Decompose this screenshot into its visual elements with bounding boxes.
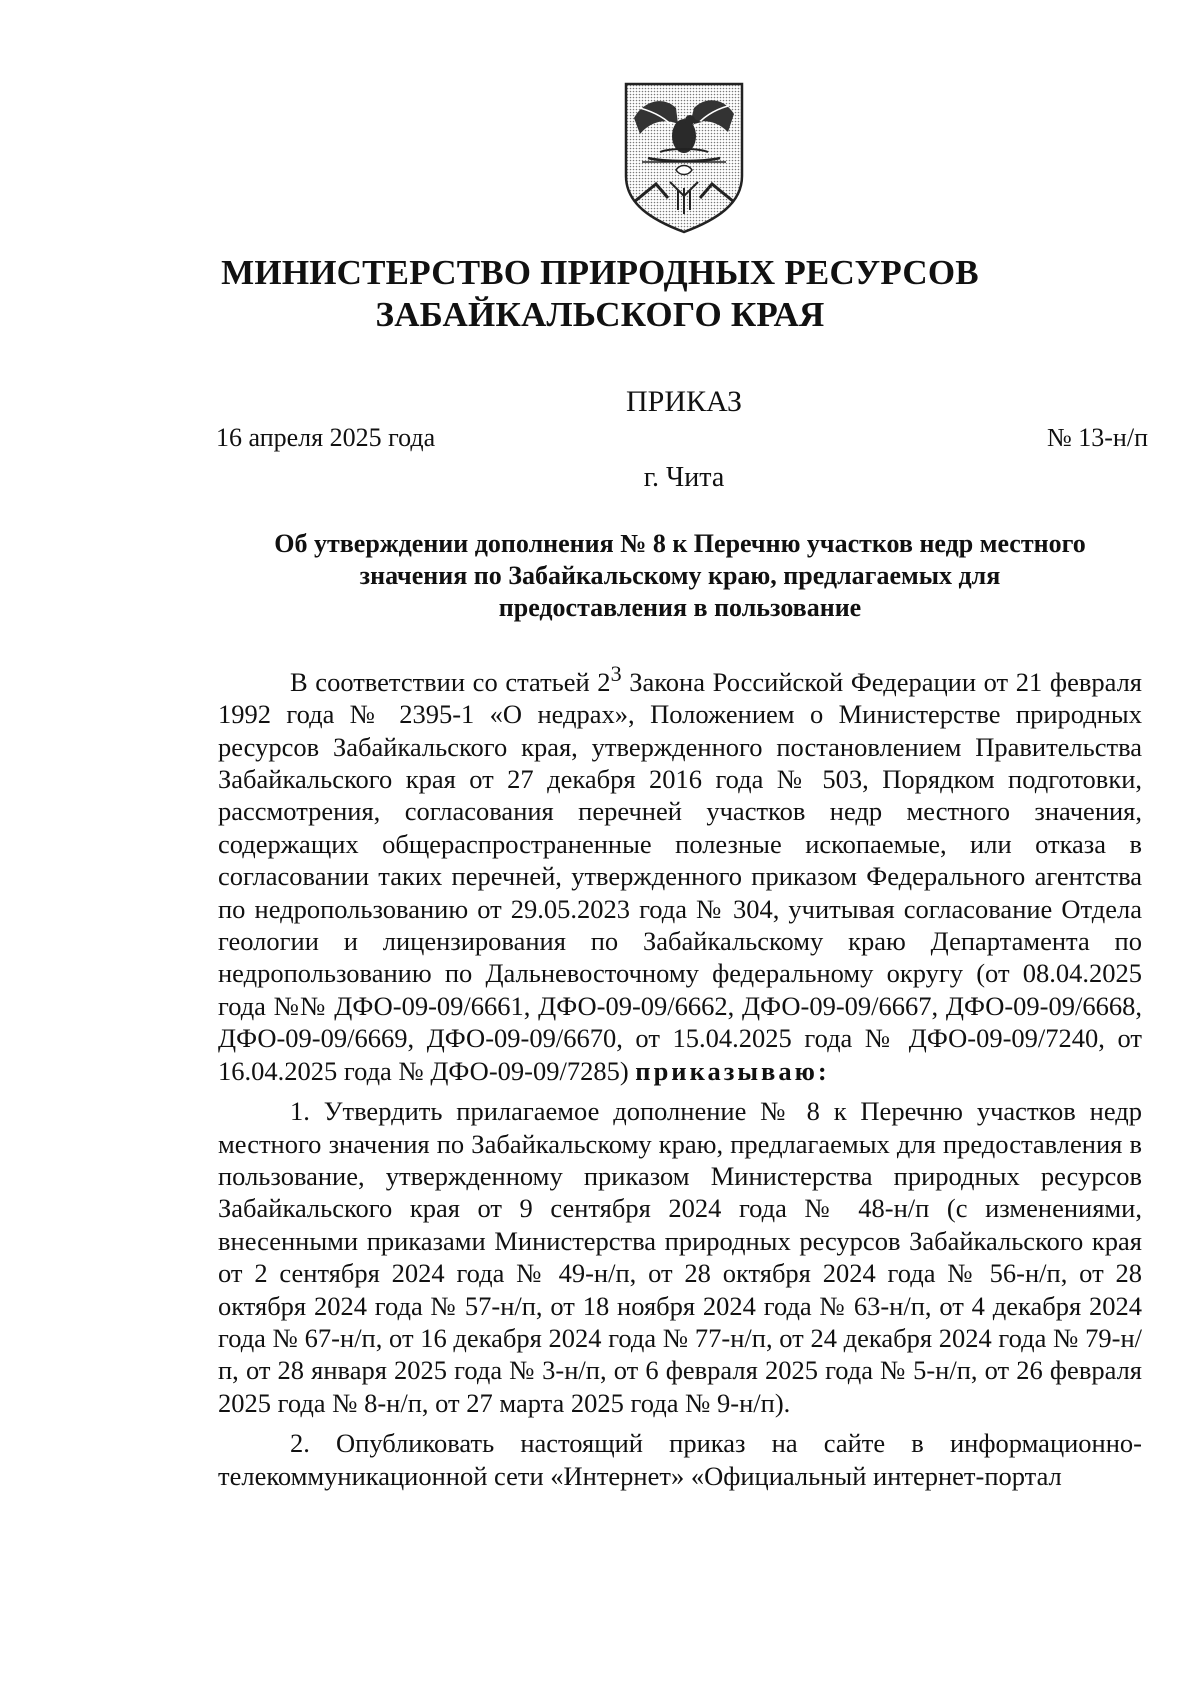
preamble-start: В соответствии со статьей 2: [290, 666, 611, 697]
coat-of-arms-icon: [620, 78, 748, 236]
document-subject: [220, 528, 1140, 624]
clause-2-paragraph: 2. Опубликовать настоящий приказ на сайте в информационно-телекоммуникационной сети «Интернет» «Официальный интернет-портал: [218, 1428, 1142, 1491]
ministry-name: [200, 252, 1000, 336]
document-date: 16 апреля 2025 года: [216, 423, 436, 452]
article-superscript: 3: [610, 661, 622, 686]
document-number: № 13-н/п: [1046, 423, 1148, 452]
preamble-paragraph: [218, 658, 1142, 1087]
ministry-name-line-2: ЗАБАЙКАЛЬСКОГО КРАЯ: [375, 295, 825, 334]
preamble-text: Закона Российской Федерации от 21 февраля 1992 года № 2395-1 «О недрах», Положением о Министерстве природных ресурсов Забайкальского края, утвержденного постановлением Правительства Забайкальского края от 27 декабря 2016 года № 503, Порядком подготовки, рассмотрения, согласования перечней участков недр местного значения, содержащих общераспространенные полезные ископаемые, или отказа в согласовании таких перечней, утвержденного приказом Федерального агентства по недропользованию от 29.05.2023 года № 304, учитывая согласование Отдела геологии и лицензирования по Забайкальскому краю Департамента по недропользованию по Дальневосточному федеральному округу (от 08.04.2025 года №№ ДФО-09-09/6661, ДФО-09-09/6662, ДФО-09-09/6667, ДФО-09-09/6668, ДФО-09-09/6669, ДФО-09-09/6670, от 15.04.2025 года № ДФО-09-09/7240, от 16.04.2025 года № ДФО-09-09/7285): [218, 666, 1142, 1086]
subject-line-3: предоставления в пользование: [498, 593, 862, 622]
document-type: ПРИКАЗ: [626, 385, 742, 418]
clause-1-paragraph: 1. Утвердить прилагаемое дополнение № 8 к Перечню участков недр местного значения по Забайкальскому краю, предлагаемых для предоставления в пользование, утвержденному приказом Министерства природных ресурсов Забайкальского края от 9 сентября 2024 года № 48-н/п (с изменениями, внесенными приказами Министерства природных ресурсов Забайкальского края от 2 сентября 2024 года № 49-н/п, от 28 октября 2024 года № 56-н/п, от 28 октября 2024 года № 57-н/п, от 18 ноября 2024 года № 63-н/п, от 4 декабря 2024 года № 67-н/п, от 16 декабря 2024 года № 77-н/п, от 24 декабря 2024 года № 79-н/п, от 28 января 2025 года № 3-н/п, от 6 февраля 2025 года № 5-н/п, от 26 февраля 2025 года № 8-н/п, от 27 марта 2025 года № 9-н/п).: [218, 1096, 1142, 1418]
subject-line-1: Об утверждении дополнения № 8 к Перечню участков недр местного: [274, 529, 1086, 558]
subject-line-2: значения по Забайкальскому краю, предлагаемых для: [359, 561, 1001, 590]
document-body: [218, 658, 1142, 1500]
order-word: приказываю:: [635, 1055, 830, 1086]
ministry-name-line-1: МИНИСТЕРСТВО ПРИРОДНЫХ РЕСУРСОВ: [221, 253, 979, 292]
document-city: г. Чита: [643, 462, 725, 493]
